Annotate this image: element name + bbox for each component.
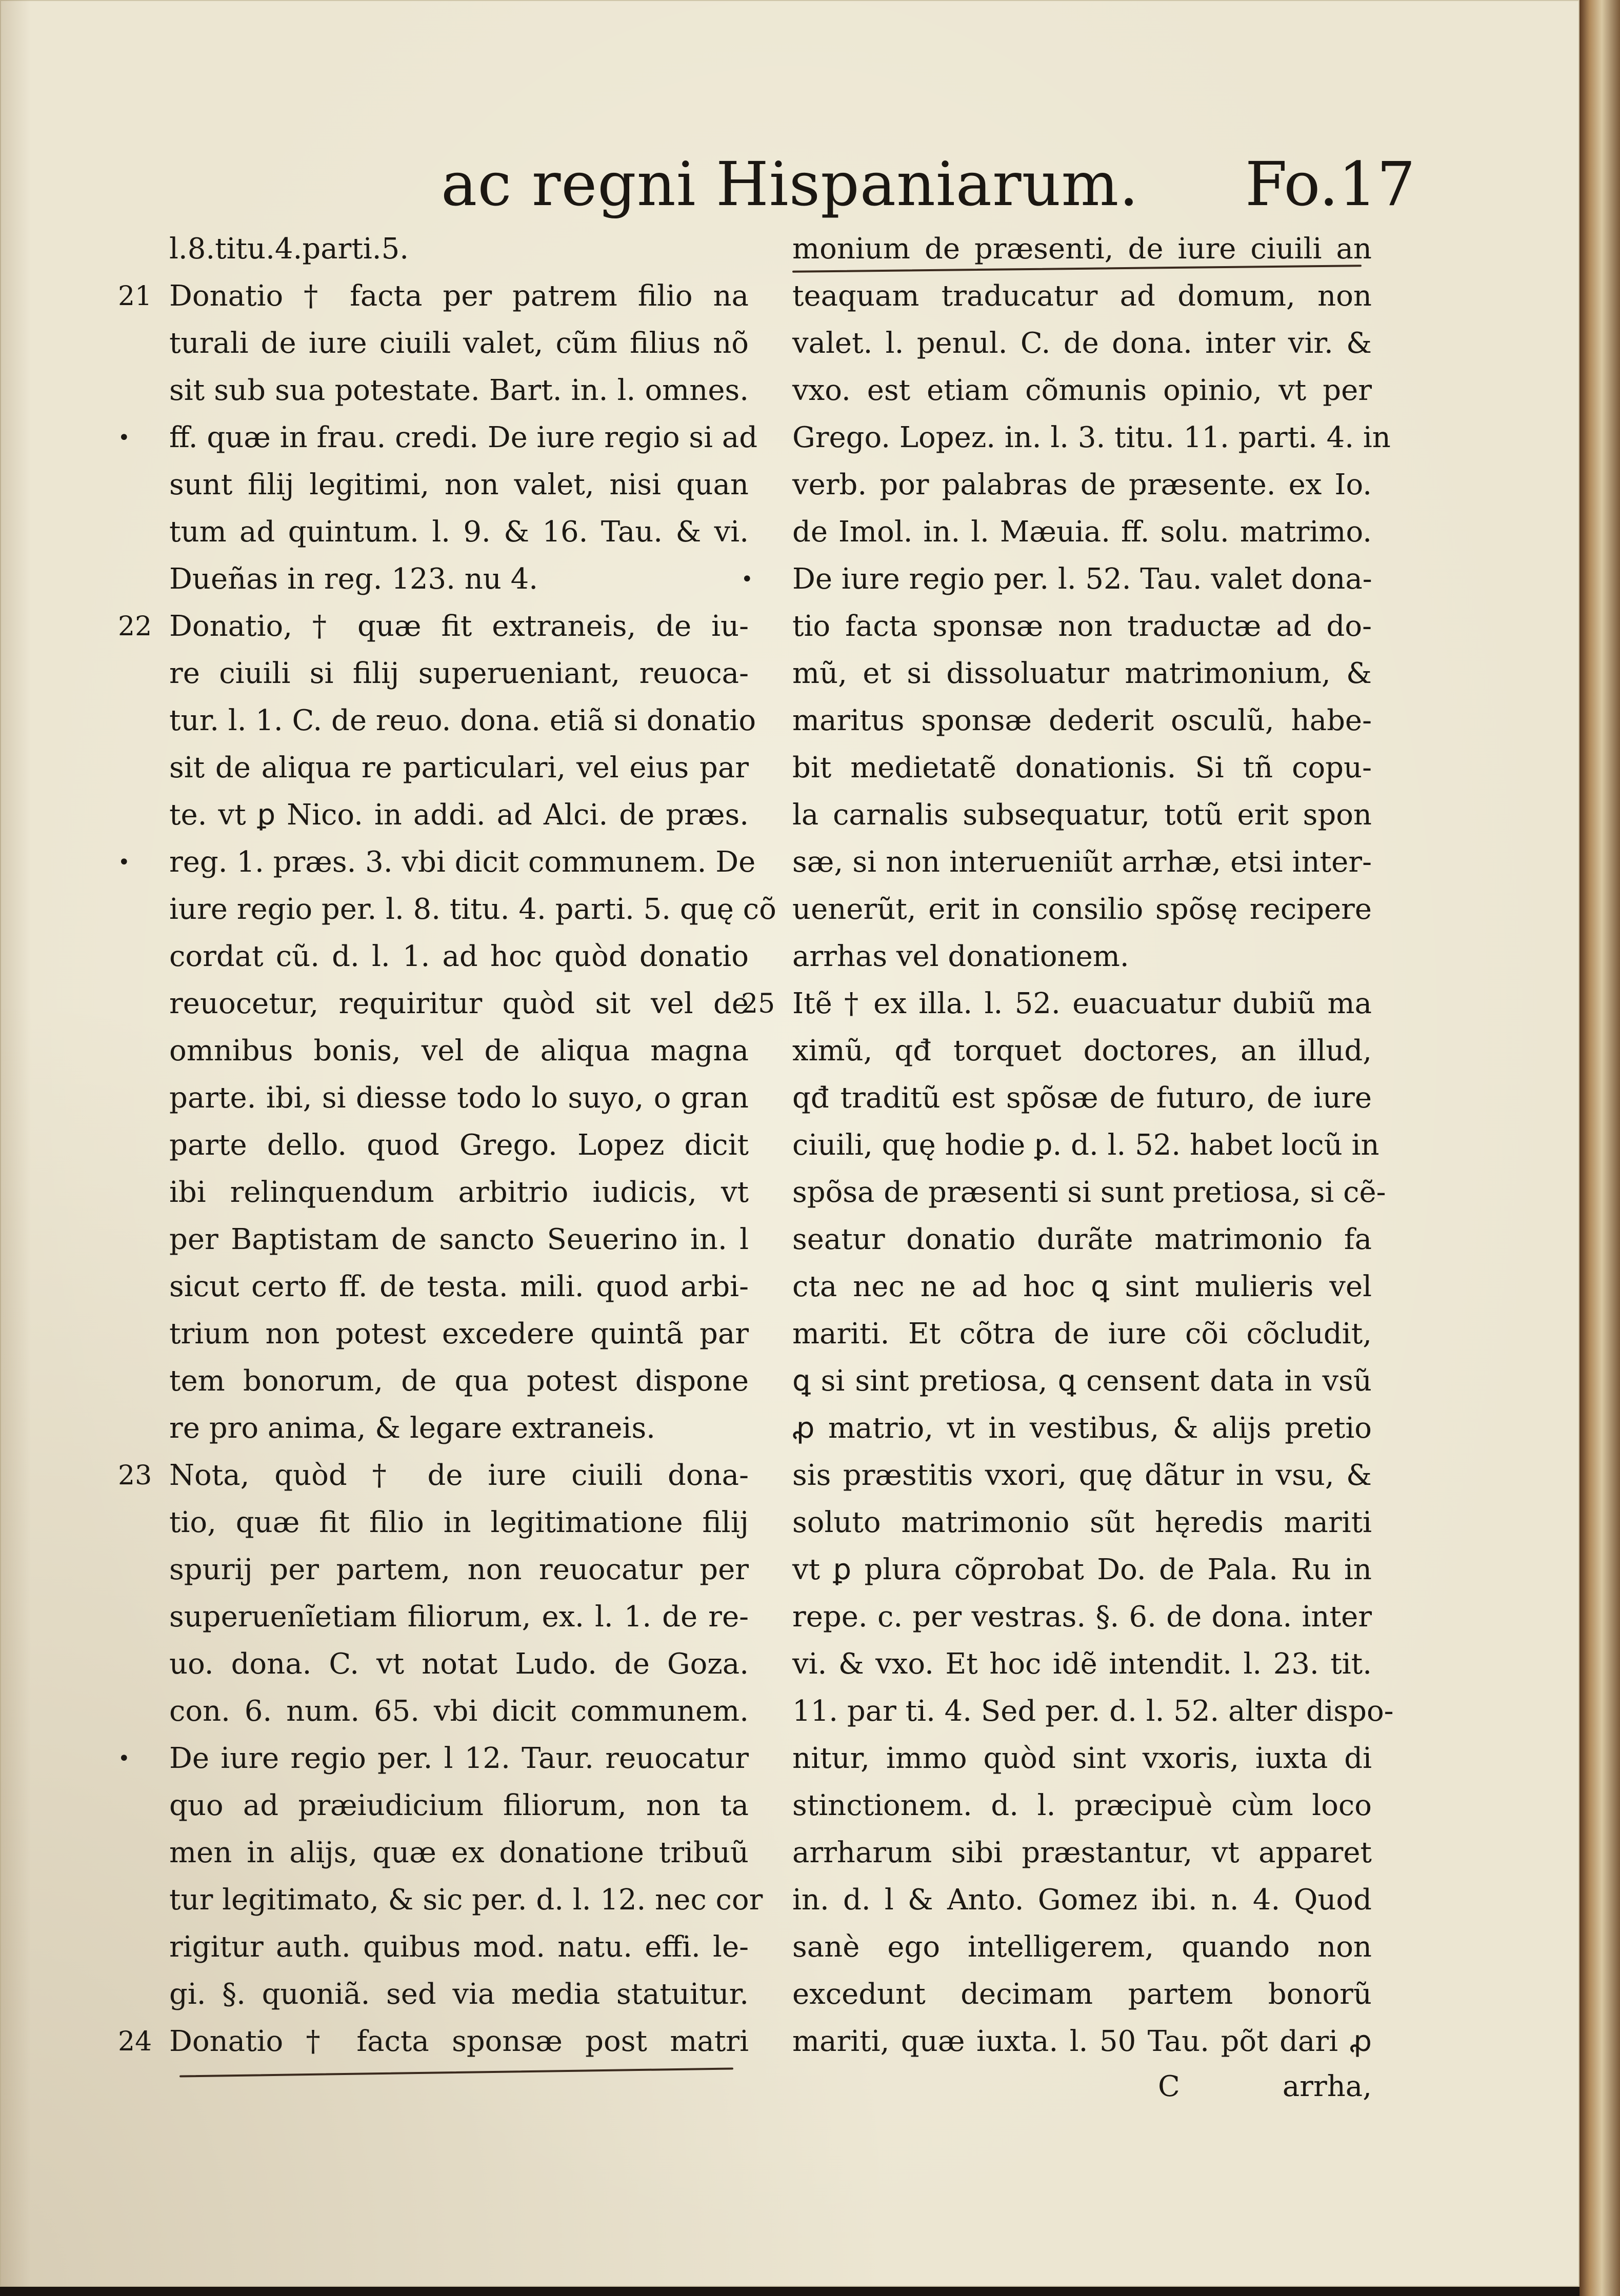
line-text: Donatio, † quæ fit extraneis, de iu-: [169, 610, 749, 643]
text-line: [792, 1971, 1372, 2018]
text-line: [741, 980, 1372, 1028]
text-line: [118, 273, 749, 320]
line-text: ꝓ matrio, vt in vestibus, & alijs pretio: [792, 1412, 1372, 1445]
text-line: [169, 1169, 749, 1216]
line-text: cordat cũ. d. l. 1. ad hoc quòd donatio: [169, 940, 749, 973]
text-line: [792, 1688, 1394, 1735]
text-line: [792, 367, 1372, 414]
line-text: la carnalis subsequatur, totũ erit spon: [792, 798, 1372, 832]
text-line: [169, 1546, 749, 1594]
text-line: [169, 1782, 749, 1829]
signature-mark: C: [1157, 2070, 1180, 2103]
text-line: [118, 1452, 749, 1499]
text-line: [792, 1924, 1372, 1971]
page-edge: [1579, 0, 1620, 2296]
text-line: [792, 886, 1372, 933]
text-line: [792, 273, 1372, 320]
text-line: [792, 1311, 1372, 1358]
line-text: nitur, immo quòd sint vxoris, iuxta di: [792, 1742, 1372, 1775]
line-text: tum ad quintum. l. 9. & 16. Tau. & vi.: [169, 515, 749, 549]
text-line: [169, 1499, 749, 1546]
text-line: [792, 1358, 1372, 1405]
text-line: [792, 1594, 1372, 1641]
text-line: [792, 1075, 1372, 1122]
line-text: tur legitimato, & sic per. d. l. 12. nec cor: [169, 1883, 763, 1917]
text-line: [792, 603, 1372, 650]
text-line: [169, 1829, 749, 1877]
line-text: Grego. Lopez. in. l. 3. titu. 11. parti. 4. in: [792, 421, 1391, 454]
text-line: [792, 1122, 1379, 1169]
text-line: [792, 1877, 1372, 1924]
running-title: ac regni Hispaniarum.: [441, 149, 1139, 219]
ink-underline: [179, 2067, 733, 2077]
margin-bullet: •: [118, 1747, 130, 1770]
text-line: [792, 320, 1372, 367]
line-text: arrharum sibi præstantur, vt apparet: [792, 1836, 1372, 1869]
text-line: [169, 226, 749, 273]
line-text: Itẽ † ex illa. l. 52. euacuatur dubiũ ma: [792, 987, 1372, 1020]
line-text: turali de iure ciuili valet, cũm filius nõ: [169, 327, 749, 360]
text-line: [169, 1877, 763, 1924]
line-text: repe. c. per vestras. §. 6. de dona. inter: [792, 1600, 1372, 1634]
text-line: [169, 1216, 749, 1263]
text-line: [169, 556, 749, 603]
text-line: [792, 414, 1391, 461]
line-text: sit sub sua potestate. Bart. in. l. omnes.: [169, 374, 749, 407]
text-line: [792, 1829, 1372, 1877]
text-line: [118, 414, 758, 461]
line-text: Nota, quòd † de iure ciuili dona-: [169, 1459, 749, 1492]
text-line: [169, 320, 749, 367]
line-text: sis præstitis vxori, quę dãtur in vsu, &: [792, 1459, 1372, 1492]
line-text: sæ, si non interueniũt arrhæ, etsi inter-: [792, 845, 1372, 879]
text-line: [792, 1028, 1372, 1075]
text-line: [792, 1263, 1372, 1311]
line-text: trium non potest excedere quintã par: [169, 1317, 749, 1351]
line-text: gi. §. quoniã. sed via media statuitur.: [169, 1978, 749, 2011]
line-text: de Imol. in. l. Mæuia. ff. solu. matrimo.: [792, 515, 1372, 549]
spine-shadow: [0, 0, 31, 2287]
text-line: [169, 1641, 749, 1688]
line-text: stinctionem. d. l. præcipuè cùm loco: [792, 1789, 1372, 1822]
line-text: mariti. Et cõtra de iure cõi cõcludit,: [792, 1317, 1372, 1351]
text-line: [792, 1452, 1372, 1499]
text-line: [169, 980, 749, 1028]
line-text: arrhas vel donationem.: [792, 940, 1129, 973]
margin-number: 21: [118, 281, 152, 312]
text-line: [792, 1546, 1372, 1594]
text-line: [169, 886, 776, 933]
line-text: vi. & vxo. Et hoc idẽ intendit. l. 23. tit.: [792, 1647, 1372, 1681]
text-line: [169, 367, 749, 414]
text-line: [792, 744, 1372, 792]
line-text: teaquam traducatur ad domum, non: [792, 279, 1372, 313]
text-line: [792, 2018, 1372, 2065]
margin-number: 25: [741, 989, 775, 1019]
line-text: excedunt decimam partem bonorũ: [792, 1978, 1372, 2011]
catchword: arrha,: [1282, 2070, 1372, 2103]
line-text: ꝗ si sint pretiosa, ꝗ censent data in vsũ: [792, 1364, 1372, 1398]
footer-line: [792, 2063, 1372, 2110]
text-line: [169, 1311, 749, 1358]
line-text: rigitur auth. quibus mod. natu. effi. le-: [169, 1930, 749, 1964]
text-line: [792, 1169, 1386, 1216]
line-text: maritus sponsæ dederit osculũ, habe-: [792, 704, 1372, 737]
text-line: [169, 1358, 749, 1405]
text-line: [169, 650, 749, 697]
line-text: tur. l. 1. C. de reuo. dona. etiã si donatio: [169, 704, 756, 737]
line-text: sit de aliqua re particulari, vel eius par: [169, 751, 749, 784]
text-line: [792, 1641, 1372, 1688]
text-line: [792, 650, 1372, 697]
line-text: qđ traditũ est spõsæ de futuro, de iure: [792, 1081, 1372, 1115]
text-line: [169, 792, 749, 839]
line-text: uenerũt, erit in consilio spõsę recipere: [792, 893, 1372, 926]
line-text: verb. por palabras de præsente. ex Io.: [792, 468, 1372, 501]
line-text: mũ, et si dissoluatur matrimonium, &: [792, 657, 1372, 690]
right-column: [741, 226, 1394, 2065]
line-text: iure regio per. l. 8. titu. 4. parti. 5. quę cõ: [169, 893, 776, 926]
text-line: [118, 603, 749, 650]
page-footer: [792, 2063, 1372, 2110]
line-text: Donatio † facta per patrem filio na: [169, 279, 749, 313]
line-text: re ciuili si filij superueniant, reuoca-: [169, 657, 749, 690]
line-text: per Baptistam de sancto Seuerino in. l: [169, 1223, 749, 1256]
line-text: Donatio † facta sponsæ post matri: [169, 2025, 749, 2058]
line-text: mariti, quæ iuxta. l. 50 Tau. põt dari ꝓ: [792, 2025, 1372, 2058]
text-line: [792, 509, 1372, 556]
text-line: [169, 461, 749, 509]
line-text: monium de præsenti, de iure ciuili an: [792, 232, 1372, 266]
text-line: [118, 839, 756, 886]
line-text: ibi relinquendum arbitrio iudicis, vt: [169, 1176, 749, 1209]
line-text: reuocetur, requiritur quòd sit vel de: [169, 987, 749, 1020]
line-text: men in alijs, quæ ex donatione tribuũ: [169, 1836, 749, 1869]
line-text: sicut certo ff. de testa. mili. quod arbi-: [169, 1270, 749, 1303]
text-line: [169, 1594, 749, 1641]
line-text: parte. ibi, si diesse todo lo suyo, o gran: [169, 1081, 749, 1115]
line-text: spõsa de præsenti si sunt pretiosa, si cẽ-: [792, 1176, 1386, 1209]
margin-bullet: •: [118, 426, 130, 450]
line-text: tem bonorum, de qua potest dispone: [169, 1364, 749, 1398]
line-text: valet. l. penul. C. de dona. inter vir. &: [792, 327, 1372, 360]
line-text: re pro anima, & legare extraneis.: [169, 1412, 655, 1445]
margin-bullet: •: [741, 568, 753, 591]
page-header: [441, 149, 1415, 231]
line-text: De iure regio per. l. 52. Tau. valet dona-: [792, 562, 1372, 596]
margin-bullet: •: [118, 851, 130, 874]
line-text: con. 6. num. 65. vbi dicit communem.: [169, 1695, 749, 1728]
text-line: [792, 1735, 1372, 1782]
line-text: te. vt ꝑ Nico. in addi. ad Alci. de præs.: [169, 798, 749, 832]
line-text: vt ꝑ plura cõprobat Do. de Pala. Ru in: [792, 1553, 1372, 1586]
line-text: tio, quæ fit filio in legitimatione filij: [169, 1506, 749, 1539]
line-text: omnibus bonis, vel de aliqua magna: [169, 1034, 749, 1068]
text-line: [169, 1263, 749, 1311]
line-text: ff. quæ in frau. credi. De iure regio si ad: [169, 421, 758, 454]
line-text: seatur donatio durãte matrimonio fa: [792, 1223, 1372, 1256]
line-text: sanè ego intelligerem, quando non: [792, 1930, 1372, 1964]
line-text: ciuili, quę hodie ꝑ. d. l. 52. habet locũ in: [792, 1129, 1379, 1162]
text-line: [169, 697, 756, 744]
line-text: in. d. l & Anto. Gomez ibi. n. 4. Quod: [792, 1883, 1372, 1917]
text-line: [169, 509, 749, 556]
text-line: [792, 697, 1372, 744]
line-text: vxo. est etiam cõmunis opinio, vt per: [792, 374, 1372, 407]
text-line: [169, 1688, 749, 1735]
line-text: superuenĩetiam filiorum, ex. l. 1. de re-: [169, 1600, 749, 1634]
text-line: [792, 1499, 1372, 1546]
line-text: l.8.titu.4.parti.5.: [169, 232, 409, 266]
text-line: [169, 933, 749, 980]
margin-number: 24: [118, 2026, 152, 2057]
text-line: [169, 744, 749, 792]
line-text: parte dello. quod Grego. Lopez dicit: [169, 1129, 749, 1162]
line-text: tio facta sponsæ non traductæ ad do-: [792, 610, 1372, 643]
text-line: [169, 1405, 749, 1452]
text-line: [792, 1216, 1372, 1263]
text-line: [792, 933, 1372, 980]
folio-number: Fo.17: [1245, 149, 1415, 219]
text-line: [118, 2018, 749, 2065]
line-text: De iure regio per. l 12. Taur. reuocatur: [169, 1742, 749, 1775]
text-line: [169, 1924, 749, 1971]
line-text: uo. dona. C. vt notat Ludo. de Goza.: [169, 1647, 749, 1681]
text-line: [792, 792, 1372, 839]
line-text: quo ad præiudicium filiorum, non ta: [169, 1789, 749, 1822]
text-line: [792, 461, 1372, 509]
line-text: reg. 1. præs. 3. vbi dicit communem. De: [169, 845, 756, 879]
line-text: spurij per partem, non reuocatur per: [169, 1553, 749, 1586]
line-text: Dueñas in reg. 123. nu 4.: [169, 562, 538, 596]
margin-number: 23: [118, 1460, 152, 1491]
margin-number: 22: [118, 611, 152, 642]
text-line: [169, 1122, 749, 1169]
text-line: [741, 556, 1372, 603]
text-line: [118, 1735, 749, 1782]
line-text: soluto matrimonio sũt hęredis mariti: [792, 1506, 1372, 1539]
text-line: [169, 1971, 749, 2018]
line-text: bit medietatẽ donationis. Si tñ copu-: [792, 751, 1372, 784]
text-line: [169, 1075, 749, 1122]
text-line: [792, 1405, 1372, 1452]
text-line: [792, 839, 1372, 886]
line-text: sunt filij legitimi, non valet, nisi quan: [169, 468, 749, 501]
line-text: cta nec ne ad hoc ꝗ sint mulieris vel: [792, 1270, 1372, 1303]
text-line: [792, 1782, 1372, 1829]
line-text: ximũ, qđ torquet doctores, an illud,: [792, 1034, 1372, 1068]
text-line: [169, 1028, 749, 1075]
line-text: 11. par ti. 4. Sed per. d. l. 52. alter dispo-: [792, 1695, 1394, 1728]
